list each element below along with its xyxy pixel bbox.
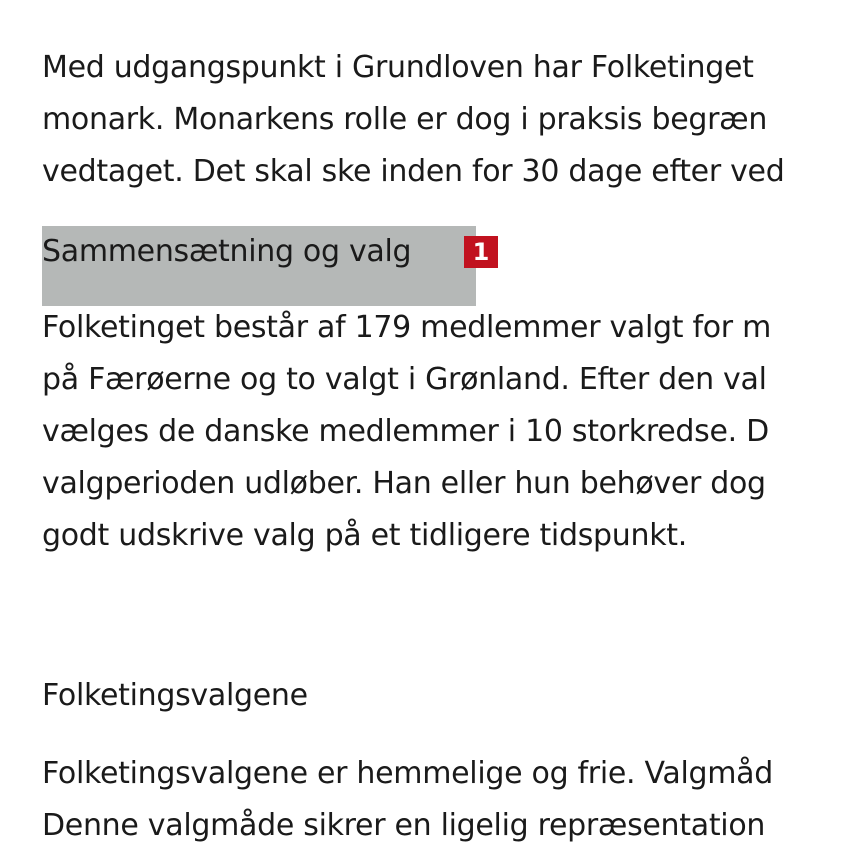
section-heading-folketingsvalgene: Folketingsvalgene — [42, 678, 308, 713]
intro-line-2: monark. Monarkens rolle er dog i praksis begræn — [42, 102, 768, 137]
intro-line-1: Med udgangspunkt i Grundloven har Folketinget — [42, 50, 754, 85]
intro-line-3: vedtaget. Det skal ske inden for 30 dage efter ved — [42, 154, 785, 189]
section-heading-highlight[interactable] — [42, 226, 490, 306]
section1-line-1: Folketinget består af 179 medlemmer valgt for m — [42, 310, 771, 345]
annotation-badge: 1 — [464, 236, 498, 268]
section1-line-3: vælges de danske medlemmer i 10 storkredse. D — [42, 414, 769, 449]
section-heading-sammensaetning: Sammensætning og valg — [42, 234, 412, 269]
section2-line-1: Folketingsvalgene er hemmelige og frie. Valgmåd — [42, 756, 774, 791]
section2-line-2: Denne valgmåde sikrer en ligelig repræsentation — [42, 808, 766, 843]
section1-line-5: godt udskrive valg på et tidligere tidspunkt. — [42, 518, 687, 553]
section1-line-2: på Færøerne og to valgt i Grønland. Efter den val — [42, 362, 767, 397]
section1-line-4: valgperioden udløber. Han eller hun behøver dog — [42, 466, 766, 501]
